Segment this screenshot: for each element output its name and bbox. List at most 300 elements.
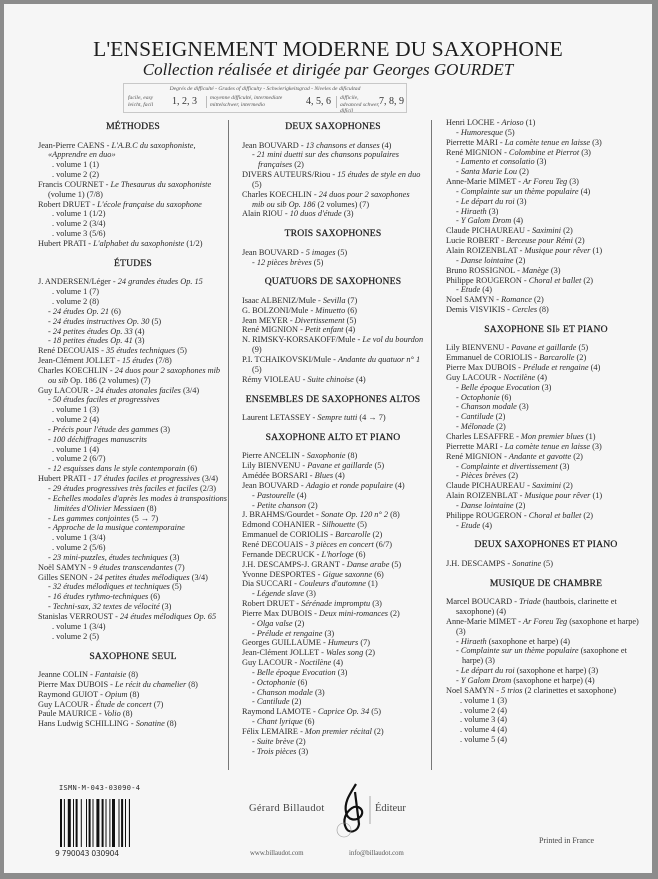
printed-in-france: Printed in France: [539, 836, 595, 845]
work-detail: volume 3 (5/6): [56, 229, 106, 239]
catalog-volume: [38, 229, 228, 239]
catalog-entry: Pierrette MARI - La comète tenue en laisse (3): [446, 441, 602, 451]
difficulty-advanced-label: difficile, advanced schwer, difícil: [340, 95, 380, 114]
catalog-entry: Alain ROIZENBLAT - Musique pour rêver (1): [446, 245, 603, 255]
catalog-volume: [446, 696, 646, 706]
catalog-volume: [38, 454, 228, 464]
composer: Noel SAMYN: [446, 685, 495, 695]
composer: Edmond COHANIER: [242, 520, 316, 530]
work-detail: (4): [590, 363, 601, 373]
work-detail: (3): [541, 382, 552, 392]
work-detail: (2/3): [199, 484, 217, 493]
barcode-bar: [60, 799, 62, 847]
catalog-entry: Dia SUCCARI - Couleurs d'automne (1): [242, 579, 378, 589]
catalog-entry: Raymond GUIOT - Opium (8): [38, 689, 140, 699]
composer: Raymond LAMOTE: [242, 707, 311, 717]
work-detail: (2 clarinettes et saxophone): [524, 685, 617, 695]
work-detail: (5): [374, 461, 385, 471]
work-detail: volume 3 (4): [464, 715, 508, 725]
catalog-subentry: [38, 592, 228, 602]
catalog-entry: Pierre ANCELIN - Saxophonie (8): [242, 451, 358, 461]
barcode-bar: [76, 799, 78, 847]
work-detail: (5): [346, 315, 357, 325]
composer: Charles KOECHLIN: [38, 365, 108, 375]
composer: J. ANDERSEN/Léger: [38, 277, 111, 287]
work-detail: (2): [563, 481, 573, 491]
difficulty-easy-label: facile, easy leicht, facil: [128, 95, 154, 108]
work-title: Opium: [104, 689, 128, 699]
composer: Dia SUCCARI: [242, 579, 293, 589]
work-title: Ar Foreu Teg: [523, 177, 568, 187]
barcode-bar: [102, 799, 104, 847]
work-title: Volio: [103, 709, 121, 719]
catalog-subentry: [446, 393, 646, 403]
work-title: Choral et ballet: [528, 275, 582, 285]
column-divider: [431, 120, 432, 770]
catalog-subentry: [446, 383, 646, 393]
work-title: Mon premier blues: [520, 431, 584, 441]
work-title: 24 études atonales faciles: [95, 385, 181, 395]
work-detail: (8): [122, 709, 133, 719]
catalog-subentry: [38, 553, 228, 563]
work-detail: (6): [187, 464, 198, 474]
catalog-subentry: [38, 435, 228, 445]
composer: Guy LACOUR: [38, 385, 89, 395]
work-title: Ar Foreu Teg: [523, 616, 568, 626]
catalog-entry: Fernande DECRUCK - L'horloge (6): [242, 549, 366, 559]
work-detail: (8): [390, 510, 400, 520]
work-title: Pavane et gaillarde: [511, 343, 577, 353]
work-detail: (saxophone et harpe) (4): [513, 676, 595, 685]
work-detail: volume 1 (3): [464, 695, 508, 705]
work-title: Romance: [501, 295, 532, 305]
work-detail: (hautbois, clarinette et saxophone) (4): [456, 597, 617, 617]
catalog-subentry: [446, 521, 646, 531]
work-detail: (5): [543, 558, 553, 568]
work-title: Noctilène: [503, 372, 536, 382]
catalog-entry: Philippe ROUGERON - Choral et ballet (2): [446, 275, 594, 285]
composer: Yvonne DESPORTES: [242, 569, 316, 579]
catalog-column-middle: [242, 118, 424, 767]
catalog-subentry: [38, 317, 228, 327]
catalog-volume: [38, 209, 228, 219]
section-heading: SAXOPHONE SI♭ ET PIANO: [484, 323, 608, 335]
work-detail: (7): [347, 295, 358, 305]
work-title: Chanson modale: [256, 687, 313, 697]
barcode-bar: [89, 799, 91, 847]
work-detail: (3/4): [191, 572, 208, 582]
catalog-volume: [38, 543, 228, 553]
catalog-subentry: [242, 150, 424, 170]
work-title: Pièces brèves: [460, 471, 507, 481]
work-detail: (4): [134, 326, 145, 336]
work-title: 5 trios: [501, 685, 523, 695]
composer: Jean MEYER: [242, 315, 288, 325]
work-detail: (8): [539, 305, 549, 315]
work-title: Silhouette: [321, 520, 356, 530]
column-divider: [228, 120, 229, 770]
catalog-subentry: [446, 637, 646, 647]
work-detail: (3): [559, 461, 570, 471]
email-link[interactable]: info@billaudot.com: [349, 850, 404, 857]
work-detail: (3): [550, 265, 561, 275]
composer: Marcel BOUCARD: [446, 597, 513, 607]
catalog-entry: Philippe ROUGERON - Choral et ballet (2): [446, 510, 594, 520]
work-detail: (4): [335, 471, 345, 481]
work-detail: (2): [365, 648, 375, 658]
composer: Guy LACOUR: [242, 658, 293, 668]
work-detail: (3): [516, 196, 527, 206]
work-detail: (6): [501, 392, 512, 402]
section-heading: QUATUORS DE SAXOPHONES: [264, 276, 402, 288]
catalog-subentry: [242, 688, 424, 698]
composer: DIVERS AUTEURS/Riou: [242, 170, 331, 180]
work-detail: volume 2 (4): [464, 705, 508, 715]
work-detail: (2): [563, 226, 573, 236]
work-title: 24 études Op. 21: [52, 306, 110, 316]
work-detail: (5): [391, 559, 402, 569]
catalog-subentry: [446, 666, 646, 676]
work-title: Humoresque: [460, 127, 503, 137]
work-detail: (5): [151, 316, 162, 326]
work-title: Le départ du roi: [460, 196, 515, 206]
catalog-entry: Gilles SENON - 24 petites études mélodiques (3/4): [38, 572, 208, 582]
work-title: Manège: [522, 265, 549, 275]
work-detail: (1): [368, 579, 378, 589]
work-detail: (2): [534, 295, 544, 305]
work-detail: (3): [314, 687, 325, 697]
catalog-volume: [38, 632, 228, 642]
catalog-subentry: [38, 582, 228, 592]
composer: Charles LESAFFRE: [446, 431, 514, 441]
work-title: 21 mini duetti sur des chansons populaires françaises: [256, 150, 399, 170]
work-detail: (7): [174, 562, 185, 572]
work-detail: volume 1 (3): [56, 405, 100, 415]
catalog-entry: Alain ROIZENBLAT - Musique pour rêver (1): [446, 491, 603, 501]
composer: Pierrette MARI: [446, 441, 498, 451]
composer: Jean BOUVARD: [242, 140, 299, 150]
section-heading: DEUX SAXOPHONES ET PIANO: [474, 539, 618, 551]
work-detail: (saxophone et harpe) (3): [456, 616, 639, 636]
catalog-volume: [38, 415, 228, 425]
work-detail: (2): [372, 530, 383, 540]
catalog-subentry: [446, 216, 646, 226]
work-detail: (3): [592, 441, 602, 451]
composer: Francis COURNET: [38, 179, 104, 189]
work-title: Petit enfant: [304, 325, 344, 335]
work-detail: (9): [252, 345, 262, 355]
catalog-volume: [38, 219, 228, 229]
work-title: Divertissement: [294, 315, 345, 325]
work-title: Le récit du chamelier: [114, 679, 187, 689]
work-title: Cantilude: [460, 412, 494, 422]
catalog-entry: Jean-Clément JOLLET - Wales song (2): [242, 648, 375, 658]
catalog-entry: Jean-Clément JOLLET - 15 études (7/8): [38, 356, 172, 366]
catalog-subentry: [446, 167, 646, 177]
catalog-section: [242, 433, 424, 757]
composer: Guy LACOUR: [38, 699, 89, 709]
catalog-entry: Noel SAMYN - Romance (2): [446, 295, 544, 305]
catalog-subentry: [38, 514, 228, 524]
work-title: 24 duos pour 2 saxophones mib ou sib: [48, 365, 221, 385]
work-title: Barcarolle: [335, 530, 371, 540]
work-detail: (4): [345, 325, 356, 335]
work-title: 9 études transcendantes: [93, 562, 173, 572]
work-detail: (7): [153, 699, 164, 709]
work-title: Le vol du bourdon: [362, 335, 424, 345]
composer: René MIGNION: [242, 325, 298, 335]
barcode-bar: [121, 799, 123, 847]
work-detail: (4 → 7): [359, 413, 386, 423]
work-detail: (2): [294, 618, 305, 628]
work-detail: (1/2): [186, 238, 203, 248]
catalog-entry: Rémy VIOLEAU - Suite chinoise (4): [242, 374, 366, 384]
work-title: Approche de la musique contemporaine: [52, 523, 185, 533]
work-title: Trois pièces: [256, 746, 297, 756]
catalog-subentry: [38, 523, 228, 533]
catalog-section: [446, 579, 646, 745]
work-detail: (5): [177, 346, 187, 356]
work-title: 15 études de style en duo: [337, 170, 421, 180]
catalog-subentry: [242, 697, 424, 707]
catalog-subentry: [446, 157, 646, 167]
catalog-entry: Pierre Max DUBOIS - Le récit du chamelier (8): [38, 679, 198, 689]
work-title: Blues: [314, 471, 334, 481]
catalog-volume: [446, 706, 646, 716]
work-detail: (saxophone et harpe) (4): [488, 636, 571, 646]
catalog-entry: Amédée BORSARI - Blues (4): [242, 471, 345, 481]
catalog-section: [38, 652, 228, 730]
catalog-subentry: [38, 464, 228, 474]
composer: Henri LOCHE: [446, 118, 495, 127]
catalog-volume: [38, 405, 228, 415]
work-detail: (4): [482, 520, 492, 530]
work-title: Humeurs: [327, 638, 359, 648]
composer: Lily BIENVENU: [242, 461, 301, 471]
work-title: Mélonade: [460, 422, 495, 432]
composer: Bruno ROSSIGNOL: [446, 265, 516, 275]
work-detail: (2): [519, 167, 529, 177]
work-title: L'alphabet du saxophoniste: [93, 238, 185, 248]
catalog-entry: Lily BIENVENU - Pavane et gaillarde (5): [242, 461, 385, 471]
composer: Noel SAMYN: [446, 295, 495, 305]
work-detail: (6/7): [375, 539, 393, 549]
catalog-volume: [38, 297, 228, 307]
composer: Gilles SENON: [38, 572, 88, 582]
catalog-volume: [38, 533, 228, 543]
composer: Pierre ANCELIN: [242, 451, 300, 461]
catalog-entry: J.H. DESCAMPS-J. GRANT - Danse arabe (5): [242, 559, 402, 569]
work-detail: (6): [355, 549, 366, 559]
work-title: Techni-sax, 32 textes de vélocité: [52, 602, 160, 612]
catalog-subentry: [242, 501, 424, 511]
work-detail: (6): [304, 717, 315, 727]
work-detail: Op. 186 (2 volumes) (7): [70, 375, 151, 385]
work-detail: (3): [169, 552, 180, 562]
section-heading: SAXOPHONE ALTO ET PIANO: [265, 431, 401, 443]
catalog-entry: J.H. DESCAMPS - Sonatine (5): [446, 558, 553, 568]
work-detail: volume 2 (8): [56, 296, 100, 306]
work-title: Musique pour rêver: [524, 245, 591, 255]
work-detail: (7): [360, 638, 370, 648]
difficulty-legend: [123, 83, 407, 113]
catalog-entry: Robert DRUET - Sérénade impromptu (3): [242, 599, 382, 609]
work-detail: (4): [394, 480, 405, 490]
work-title: L'école française du saxophone: [97, 199, 202, 209]
composer: Georges GUILLAUME: [242, 638, 321, 648]
work-title: 24 études mélodiques Op. 65: [120, 611, 217, 621]
work-title: Y Galom Drom: [460, 676, 512, 685]
work-title: Sonate Op. 120 n° 2: [320, 510, 388, 520]
work-detail: (2 volumes) (7): [317, 199, 370, 209]
section-heading: MUSIQUE DE CHAMBRE: [489, 577, 603, 589]
catalog-subentry: [446, 207, 646, 217]
catalog-volume: [446, 735, 646, 745]
work-title: Prélude et rengaine: [522, 363, 589, 373]
work-title: L'horloge: [321, 549, 354, 559]
barcode-bar: [112, 799, 115, 847]
work-title: Wales song: [325, 648, 364, 658]
work-detail: (6): [347, 305, 358, 315]
work-title: Andante du quatuor n° 1: [337, 355, 421, 364]
work-title: Santa Marie Lou: [460, 167, 518, 177]
catalog-subentry: [242, 258, 424, 268]
composer: G. BOLZONI/Mule: [242, 305, 309, 315]
work-detail: volume 1 (1/2): [56, 209, 106, 219]
catalog-entry: Jean MEYER - Divertissement (5): [242, 315, 357, 325]
composer: Laurent LETASSEY: [242, 413, 311, 423]
work-detail: volume 2 (6/7): [56, 454, 106, 464]
composer: Jean BOUVARD: [242, 480, 299, 490]
work-detail: (3): [581, 147, 591, 157]
work-title: Petite chanson: [256, 500, 306, 510]
work-detail: (3/4): [182, 385, 200, 395]
catalog-entry: Georges GUILLAUME - Humeurs (7): [242, 638, 370, 648]
work-detail: (5): [357, 520, 367, 530]
catalog-entry: Hubert PRATI - L'alphabet du saxophoniste (1/2): [38, 238, 203, 248]
catalog-entry: Emmanuel de CORIOLIS - Barcarolle (2): [242, 530, 383, 540]
composer: René MIGNION: [446, 147, 502, 157]
composer: René MIGNION: [446, 451, 502, 461]
catalog-entry: Noel SAMYN - 5 trios (2 clarinettes et saxophone): [446, 685, 617, 695]
catalog-entry: Demis VISVIKIS - Cercles (8): [446, 305, 549, 315]
work-detail: (3): [343, 209, 354, 219]
work-detail: (3): [569, 177, 579, 187]
work-title: La comète tenue en laisse: [504, 137, 591, 147]
catalog-entry: René DECOUAIS - 35 études techniques (5): [38, 346, 187, 356]
work-detail: (8): [347, 451, 358, 461]
catalog-volume: [38, 160, 228, 170]
catalog-subentry: [446, 646, 646, 666]
catalog-volume: [38, 287, 228, 297]
catalog-subentry: [446, 128, 646, 138]
website-link[interactable]: www.billaudot.com: [250, 850, 304, 857]
work-title: Cercles: [512, 305, 538, 315]
work-detail: (5 → 7): [131, 513, 159, 523]
work-detail: volume 1 (1): [56, 160, 100, 170]
work-title: Sonatine: [135, 719, 165, 729]
barcode-bar: [81, 799, 82, 847]
composer: Emmanuel de CORIOLIS: [446, 353, 533, 363]
work-title: 35 études techniques: [106, 346, 176, 356]
composer: Claude PICHAUREAU: [446, 481, 526, 491]
work-detail: (4): [296, 490, 307, 500]
section-heading: SAXOPHONE SEUL: [89, 650, 177, 662]
work-detail: (6): [150, 592, 160, 602]
work-detail: (2): [576, 353, 587, 363]
work-detail: (2): [583, 275, 594, 285]
section-heading: MÉTHODES: [106, 121, 160, 132]
composer: Noël SAMYN: [38, 562, 87, 572]
work-detail: (8): [188, 679, 198, 689]
catalog-entry: Emmanuel de CORIOLIS - Barcarolle (2): [446, 353, 587, 363]
work-title: Saximini: [531, 481, 562, 491]
catalog-volume: [38, 622, 228, 632]
work-detail: (1): [592, 245, 603, 255]
work-title: Olga valse: [256, 618, 293, 628]
catalog-subentry: [446, 285, 646, 295]
barcode-bar: [86, 799, 87, 847]
composer: Hubert PRATI: [38, 474, 87, 484]
catalog-subentry: [446, 256, 646, 266]
work-title: Le Thesaurus du saxophoniste: [110, 179, 212, 189]
work-title: 17 études faciles et progressives: [93, 474, 200, 484]
section-heading: DEUX SAXOPHONES: [285, 121, 381, 132]
difficulty-intermediate-grades: 4, 5, 6: [306, 96, 331, 107]
work-title: Sempre tutti: [317, 413, 358, 423]
composer: Jean-Clément JOLLET: [242, 648, 320, 658]
barcode-bar: [73, 799, 74, 847]
work-title: Fantaisie: [94, 670, 127, 679]
work-detail: (4): [513, 216, 524, 226]
catalog-entry: Guy LACOUR - 24 études atonales faciles (3/4): [38, 385, 200, 395]
work-title: Danse lointaine: [460, 500, 514, 510]
work-title: Hiraeth: [460, 636, 487, 646]
divider: [336, 96, 337, 108]
composer: Alain ROIZENBLAT: [446, 245, 518, 255]
publisher-name: Gérard Billaudot: [249, 803, 325, 814]
composer: Amédée BORSARI: [242, 471, 308, 481]
work-title: 13 chansons et danses: [305, 140, 380, 150]
section-heading: ENSEMBLES DE SAXOPHONES ALTOS: [245, 393, 421, 405]
work-detail: (3): [160, 424, 171, 434]
catalog-volume: [446, 725, 646, 735]
work-title: Suite chinoise: [307, 374, 354, 384]
catalog-volume: [38, 170, 228, 180]
barcode-bar: [109, 799, 110, 847]
catalog-entry: René MIGNION - Andante et gavotte (2): [446, 451, 583, 461]
work-title: Sonatine: [512, 558, 542, 568]
work-title: L'A.B.C du saxophoniste, «Apprendre en duo»: [48, 140, 196, 160]
catalog-entry: Pierrette MARI - La comète tenue en laisse (3): [446, 137, 602, 147]
work-detail: (1): [592, 491, 603, 501]
composer: Jean-Clément JOLLET: [38, 356, 116, 366]
work-detail: (2): [496, 422, 506, 432]
catalog-entry: Lucie ROBERT - Berceuse pour Rémi (2): [446, 236, 585, 246]
catalog-entry: Jean BOUVARD - 13 chansons et danses (4): [242, 140, 392, 150]
catalog-subentry: [242, 491, 424, 501]
work-title: Caprice Op. 34: [317, 707, 370, 717]
catalog-entry: Marcel BOUCARD - Triade (hautbois, clarinette et saxophone) (4): [446, 597, 617, 617]
catalog-entry: Francis COURNET - Le Thesaurus du saxophoniste (volume 1) (7/8): [38, 179, 212, 199]
back-cover: [4, 4, 652, 873]
catalog-section: [446, 325, 646, 531]
work-title: Complainte sur un thème populaire: [460, 186, 579, 196]
composer: J.H. DESCAMPS-J. GRANT: [242, 559, 340, 569]
composer: Guy LACOUR: [446, 372, 497, 382]
work-detail: (3): [518, 402, 529, 412]
treble-clef-logo-icon: [334, 782, 374, 844]
